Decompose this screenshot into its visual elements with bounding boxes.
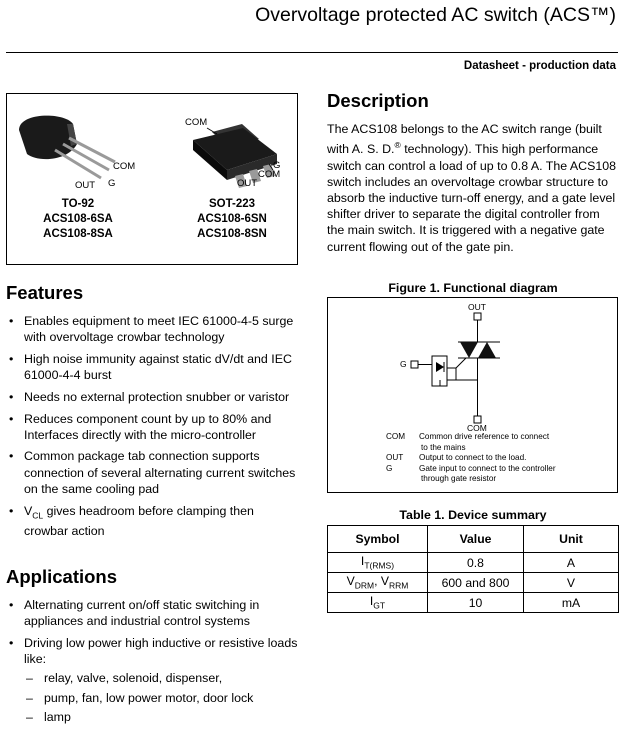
legend-desc-line: Common drive reference to connect bbox=[419, 432, 550, 441]
feature-item-vcl bbox=[6, 503, 298, 540]
table-row bbox=[328, 573, 619, 593]
device-summary-table bbox=[327, 525, 619, 613]
column-header-value: Value bbox=[428, 526, 524, 553]
table-title: Table 1. Device summary bbox=[399, 508, 547, 522]
description-part-1: The ACS108 belongs to the AC switch range (built with A. S. D. bbox=[327, 122, 602, 157]
functional-diagram-box bbox=[327, 297, 618, 493]
application-item: • Driving low power high inductive or resistive loads like: bbox=[6, 635, 298, 667]
to92-package-image bbox=[19, 116, 115, 178]
symbol-main: I bbox=[360, 554, 365, 569]
feature-item: • Enables equipment to meet IEC 61000-4-5 surge with overvoltage crowbar technology bbox=[6, 313, 298, 345]
registered-mark: ® bbox=[394, 140, 401, 151]
sot223-pin-com-tab: COM bbox=[185, 117, 208, 128]
legend-term: COM bbox=[386, 432, 406, 441]
legend-row bbox=[386, 464, 606, 485]
value-cell: 600 and 800 bbox=[428, 573, 524, 593]
legend-term: OUT bbox=[386, 453, 404, 462]
vcl-symbol: V bbox=[24, 503, 33, 518]
description-text bbox=[327, 121, 619, 255]
to92-pin-out: OUT bbox=[75, 180, 96, 191]
package-box bbox=[6, 93, 298, 265]
symbol-sub: T(RMS) bbox=[364, 560, 395, 571]
sot223-label bbox=[177, 197, 287, 242]
legend-desc: Output to connect to the load. bbox=[419, 453, 527, 462]
to92-label bbox=[23, 197, 133, 242]
legend-desc-line: through gate resistor bbox=[421, 474, 497, 483]
description-heading: Description bbox=[327, 90, 429, 111]
sot223-part-1: ACS108-6SN bbox=[197, 213, 267, 225]
sot223-pin-out: OUT bbox=[237, 178, 258, 189]
table-header-row bbox=[328, 526, 619, 553]
column-header-symbol: Symbol bbox=[328, 526, 428, 553]
sot223-part-2: ACS108-8SN bbox=[197, 228, 267, 240]
application-subitem: – lamp bbox=[6, 709, 298, 725]
symbol-sub: GT bbox=[373, 600, 386, 611]
figure-title: Figure 1. Functional diagram bbox=[388, 281, 558, 295]
application-item: • Alternating current on/off static switching in appliances and industrial control systems bbox=[6, 597, 298, 629]
to92-package-name: TO-92 bbox=[61, 198, 95, 210]
table-row bbox=[328, 553, 619, 573]
to92-pin-com: COM bbox=[113, 161, 136, 172]
diagram-out-label: OUT bbox=[468, 302, 486, 312]
feature-item: • Needs no external protection snubber or varistor bbox=[6, 389, 298, 405]
legend-desc bbox=[419, 432, 549, 453]
legend-row bbox=[386, 453, 606, 464]
symbol-sub-2: RRM bbox=[389, 580, 409, 591]
applications-list bbox=[6, 597, 298, 673]
header-rule bbox=[6, 52, 618, 53]
features-heading: Features bbox=[6, 282, 84, 303]
legend-desc-line: to the mains bbox=[421, 442, 466, 452]
symbol-main: I bbox=[369, 594, 374, 609]
table-row bbox=[328, 593, 619, 613]
to92-part-2: ACS108-8SA bbox=[43, 228, 113, 240]
application-subitem: – relay, valve, solenoid, dispenser, bbox=[6, 670, 298, 686]
unit-cell: mA bbox=[524, 593, 619, 613]
description-part-2: technology). This high performance switch can control a load of up to 0.8 A. The ACS108 switch includes an overvoltage crowbar structure to absorb the inductive turn-off energy, and a gate level shifter driver to separate the digital controller from the main switch. It is triggered with a negative gate current flowing out of the gate pin. bbox=[327, 142, 617, 254]
sot223-pin-com: COM bbox=[258, 169, 281, 180]
symbol-main-2: , V bbox=[374, 574, 390, 589]
diagram-legend bbox=[386, 432, 606, 485]
legend-row bbox=[386, 432, 606, 453]
diagram-g-label: G bbox=[400, 359, 407, 369]
document-title: Overvoltage protected AC switch (ACS™) bbox=[255, 4, 616, 26]
symbol-cell bbox=[328, 573, 428, 593]
to92-part-1: ACS108-6SA bbox=[43, 213, 113, 225]
symbol-cell bbox=[328, 553, 428, 573]
sot223-pin-g: G bbox=[273, 160, 281, 171]
feature-item: • Reduces component count by up to 80% and Interfaces directly with the micro-controller bbox=[6, 411, 298, 443]
vcl-text: gives headroom before clamping then crowbar action bbox=[24, 503, 254, 539]
applications-sublist bbox=[6, 670, 298, 729]
value-cell: 10 bbox=[428, 593, 524, 613]
applications-heading: Applications bbox=[6, 566, 118, 587]
features-list bbox=[6, 313, 298, 545]
feature-item: • Common package tab connection supports connection of several alternating current switches on the same cooling pad bbox=[6, 448, 298, 497]
feature-item: • High noise immunity against static dV/dt and IEC 61000-4-4 burst bbox=[6, 351, 298, 383]
symbol-sub: DRM bbox=[354, 580, 375, 591]
value-cell: 0.8 bbox=[428, 553, 524, 573]
diagram-com-label: COM bbox=[467, 423, 487, 433]
to92-pin-g: G bbox=[108, 178, 116, 189]
legend-term: G bbox=[386, 463, 393, 473]
legend-desc-line: Gate input to connect to the controller bbox=[419, 463, 556, 473]
vcl-subscript: CL bbox=[32, 510, 44, 520]
document-type: Datasheet - production data bbox=[463, 60, 616, 72]
legend-desc bbox=[419, 464, 556, 485]
symbol-main: V bbox=[346, 574, 355, 589]
unit-cell: A bbox=[524, 553, 619, 573]
application-subitem: – pump, fan, low power motor, door lock bbox=[6, 690, 298, 706]
symbol-cell bbox=[328, 593, 428, 613]
unit-cell: V bbox=[524, 573, 619, 593]
sot223-package-name: SOT-223 bbox=[208, 198, 256, 210]
column-header-unit: Unit bbox=[524, 526, 619, 553]
